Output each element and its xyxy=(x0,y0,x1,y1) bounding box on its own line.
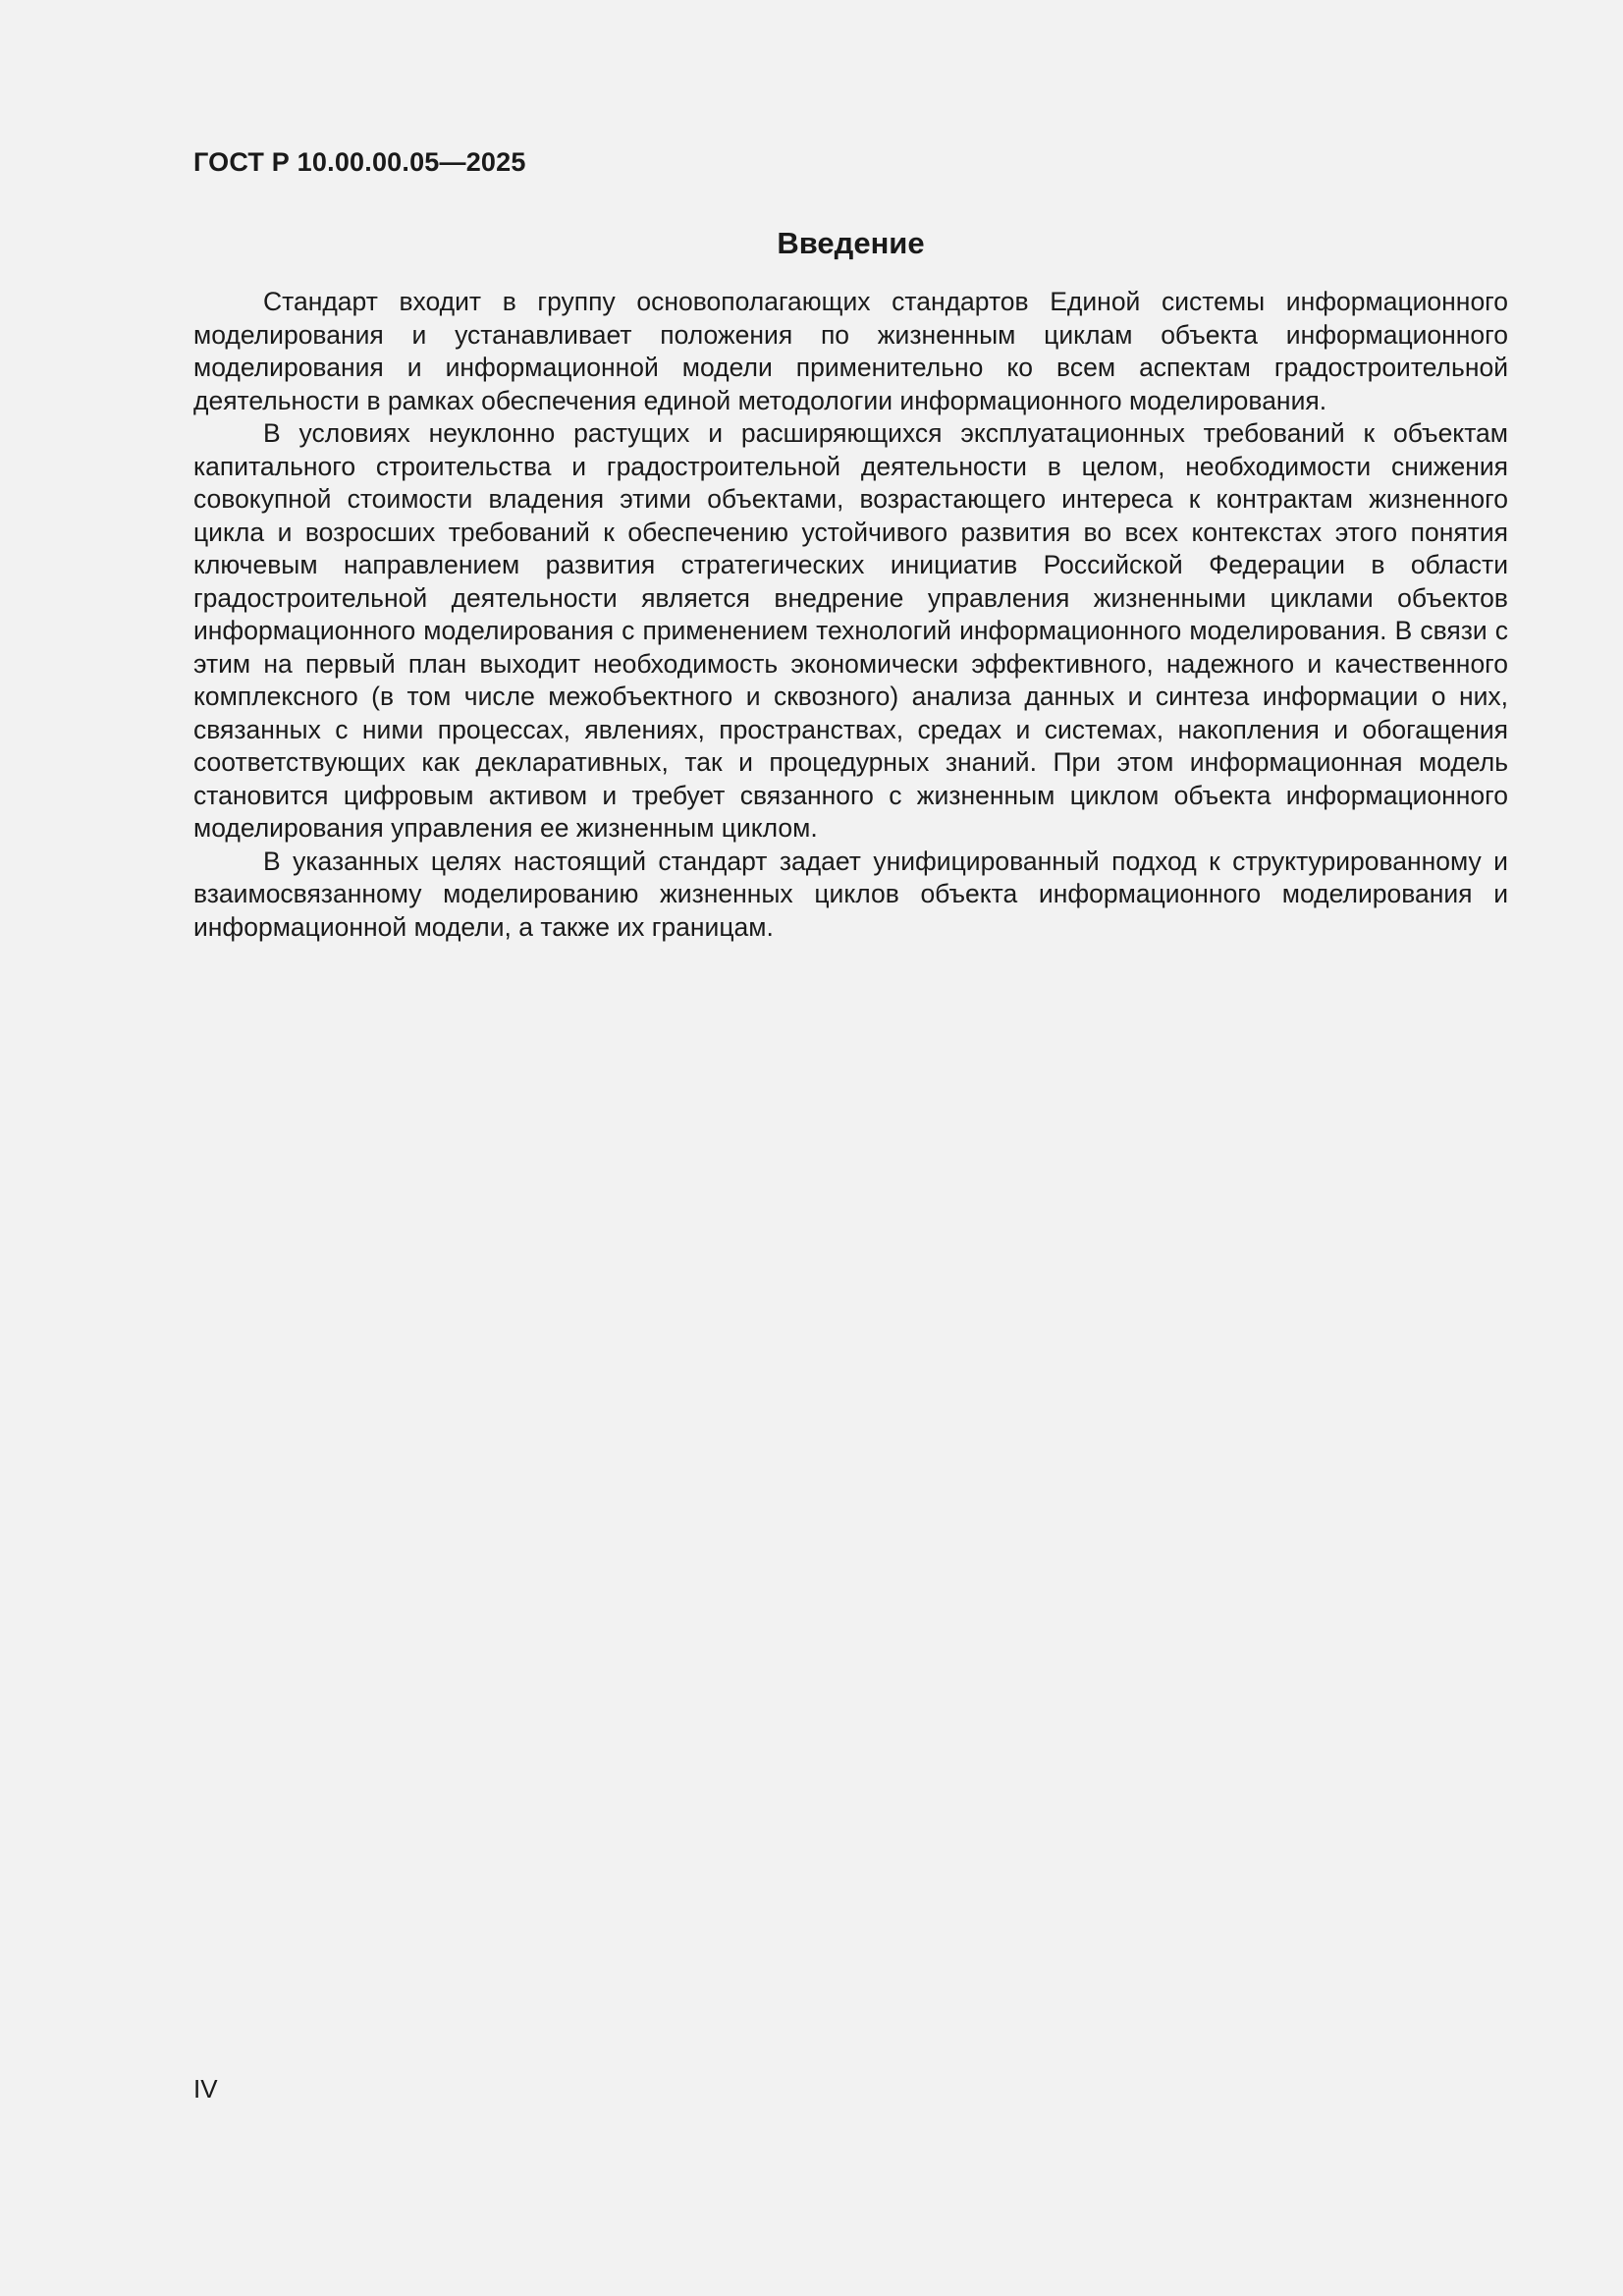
paragraph-1: Стандарт входит в группу основополагающих стандартов Единой системы информационного моделирования и устанавливает положения по жизненным циклам объекта информационного моделирования и информационной модели применительно ко всем аспектам градостроительной деятельности в рамках обеспечения единой методологии информационного моделирования. xyxy=(193,287,1508,415)
standard-code-header: ГОСТ Р 10.00.00.05—2025 xyxy=(193,147,526,177)
page-number: IV xyxy=(193,2074,218,2104)
body-text xyxy=(193,286,1508,944)
section-title: Введение xyxy=(777,226,925,260)
paragraph-3: В указанных целях настоящий стандарт задает унифицированный подход к структурированному и взаимосвязанному моделированию жизненных циклов объекта информационного моделирования и информационной модели, а также их границам. xyxy=(193,846,1508,942)
paragraph-2: В условиях неуклонно растущих и расширяющихся эксплуатационных требований к объектам капитального строительства и градостроительной деятельности в целом, необходимости снижения совокупной стоимости владения этими объектами, возрастающего интереса к контрактам жизненного цикла и возросших требований к обеспечению устойчивого развития во всех контекстах этого понятия ключевым направлением развития стратегических инициатив Российской Федерации в области градостроительной деятельности является внедрение управления жизненными циклами объектов информационного моделирования с применением технологий информационного моделирования. В связи с этим на первый план выходит необходимость экономически эффективного, надежного и качественного комплексного (в том числе межобъектного и сквозного) анализа данных и синтеза информации о них, связанных с ними процессах, явлениях, пространствах, средах и системах, накопления и обогащения соответствующих как декларативных, так и процедурных знаний. При этом информационная модель становится цифровым активом и требует связанного с жизненным циклом объекта информационного моделирования управления ее жизненным циклом. xyxy=(193,418,1508,843)
